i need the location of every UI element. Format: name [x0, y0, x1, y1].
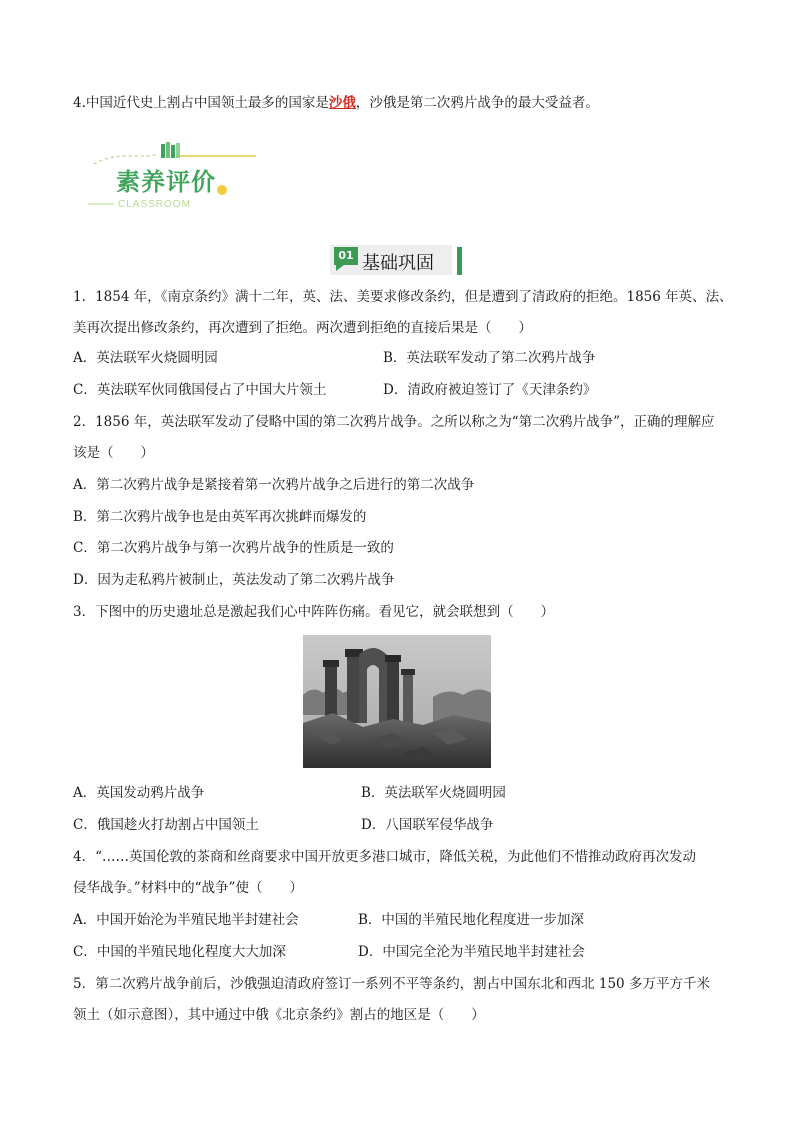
question-4-option-b: B．中国的半殖民地化程度进一步加深	[358, 912, 584, 928]
intro-statement	[73, 93, 599, 113]
question-4-option-c: C．中国的半殖民地化程度大大加深	[73, 944, 286, 960]
books-icon	[160, 142, 182, 160]
ruins-photo	[303, 635, 491, 768]
question-3-option-a: A．英国发动鸦片战争	[73, 785, 205, 801]
question-2-option-b: B．第二次鸦片战争也是由英军再次挑衅而爆发的	[73, 509, 367, 525]
question-5-line-1: 5．第二次鸦片战争前后，沙俄强迫清政府签订一系列不平等条约，割占中国东北和西北 150 多万平方千米	[73, 976, 710, 992]
section-header	[330, 245, 466, 277]
intro-text-before: 4.中国近代史上割占中国领土最多的国家是	[73, 95, 329, 111]
question-3-option-d: D．八国联军侵华战争	[361, 817, 494, 833]
section-title: 基础巩固	[362, 253, 434, 274]
question-3-line-1: 3．下图中的历史遗址总是激起我们心中阵阵伤痛。看见它，就会联想到（ ）	[73, 604, 555, 620]
question-1-option-a: A．英法联军火烧圆明园	[73, 350, 218, 366]
badge-title: 素养评价	[116, 168, 216, 196]
question-1-option-c: C．英法联军伙同俄国侵占了中国大片领土	[73, 382, 327, 398]
question-1-option-b: B．英法联军发动了第二次鸦片战争	[383, 350, 596, 366]
question-5-line-2: 领土（如示意图），其中通过中俄《北京条约》割占的地区是（ ）	[73, 1007, 485, 1023]
intro-highlight: 沙俄	[328, 95, 356, 111]
question-1-line-1: 1．1854 年，《南京条约》满十二年，英、法、美要求修改条约，但是遭到了清政府的拒绝。1856 年英、法、	[73, 289, 733, 305]
section-number: 01	[334, 247, 358, 265]
question-2-option-d: D．因为走私鸦片被制止，英法发动了第二次鸦片战争	[73, 572, 395, 588]
question-4-option-d: D．中国完全沦为半殖民地半封建社会	[358, 944, 585, 960]
section-badge	[88, 140, 260, 216]
question-1-line-2: 美再次提出修改条约，再次遭到了拒绝。两次遭到拒绝的直接后果是（ ）	[73, 320, 532, 336]
intro-text-after: ，沙俄是第二次鸦片战争的最大受益者。	[355, 95, 599, 111]
section-accent-bar	[457, 247, 462, 275]
question-2-option-a: A．第二次鸦片战争是紧接着第一次鸦片战争之后进行的第二次战争	[73, 477, 475, 493]
question-1-option-d: D．清政府被迫签订了《天津条约》	[383, 382, 597, 398]
question-2-line-2: 该是（ ）	[73, 445, 154, 461]
question-2-line-1: 2．1856 年，英法联军发动了侵略中国的第二次鸦片战争。之所以称之为“第二次鸦片战争”，正确的理解应	[73, 414, 715, 430]
question-4-option-a: A．中国开始沦为半殖民地半封建社会	[73, 912, 299, 928]
badge-subtitle: CLASSROOM	[118, 199, 191, 210]
question-4-line-2: 侵华战争。”材料中的“战争”使（ ）	[73, 880, 303, 896]
section-number-tail	[336, 265, 344, 271]
question-4-line-1: 4．“……英国伦敦的茶商和丝商要求中国开放更多港口城市，降低关税，为此他们不惜推动政府再次发动	[73, 849, 696, 865]
question-2-option-c: C．第二次鸦片战争与第一次鸦片战争的性质是一致的	[73, 540, 394, 556]
question-3-option-c: C．俄国趁火打劫割占中国领土	[73, 817, 259, 833]
question-3-option-b: B．英法联军火烧圆明园	[361, 785, 506, 801]
